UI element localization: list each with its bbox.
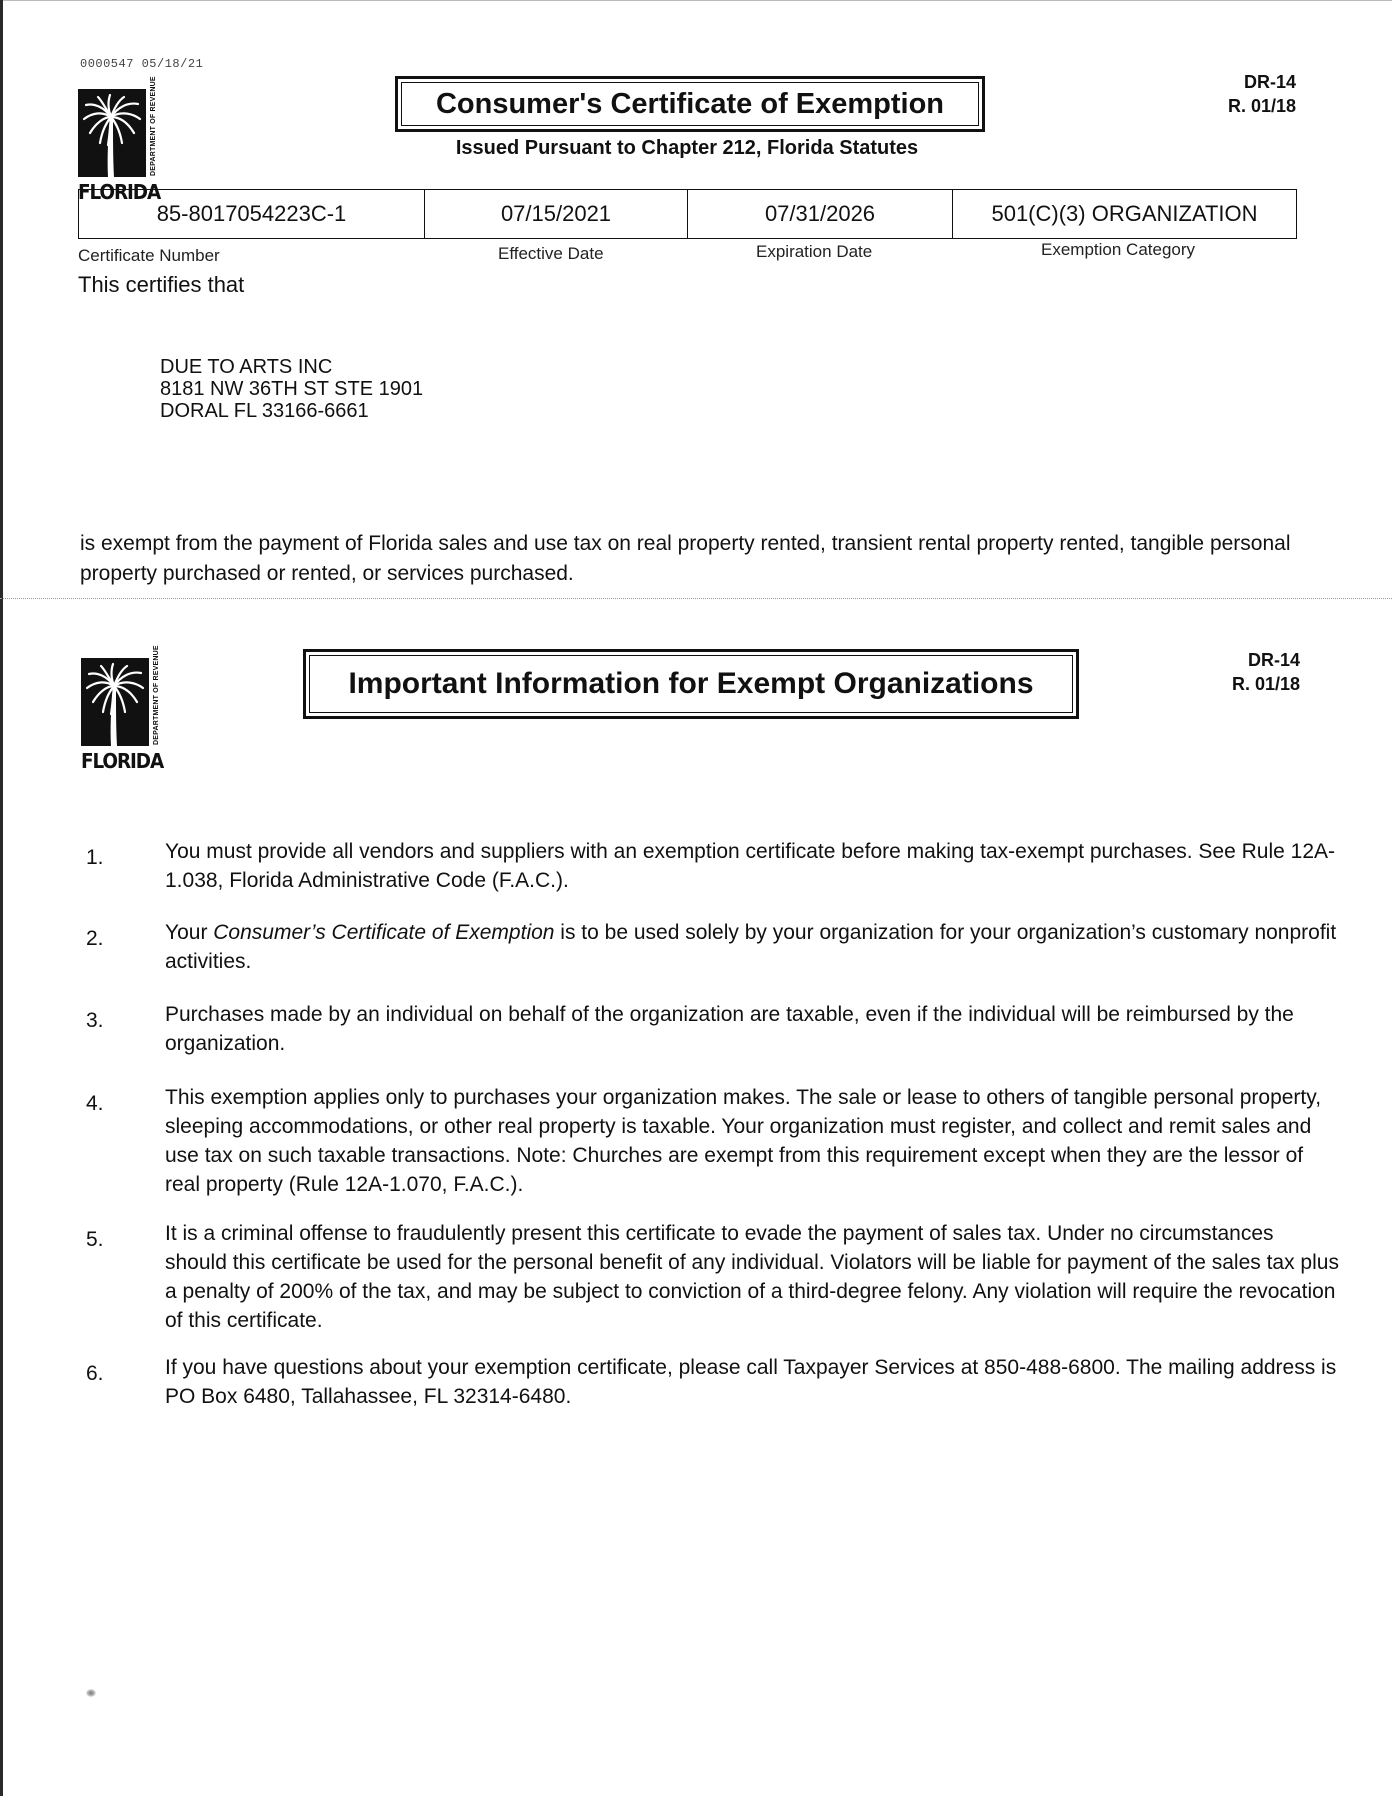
department-label: DEPARTMENT OF REVENUE xyxy=(150,76,157,176)
item-number: 4. xyxy=(86,1092,104,1115)
page-divider xyxy=(0,598,1392,599)
florida-dor-logo xyxy=(78,76,161,204)
item-number: 5. xyxy=(86,1228,104,1251)
exemption-category-label: Exemption Category xyxy=(1041,240,1196,259)
florida-dor-logo-2 xyxy=(81,645,164,773)
item-number: 3. xyxy=(86,1009,104,1032)
certificate-title: Consumer's Certificate of Exemption xyxy=(401,82,979,126)
certifies-text: This certifies that xyxy=(78,272,245,297)
certificate-number-label: Certificate Number xyxy=(78,246,220,265)
item-number: 2. xyxy=(86,927,104,950)
item-text: You must provide all vendors and suppliers with an exemption certificate before making tax-exempt purchases. See Rule 12A-1.038, Florida Administrative Code (F.A.C.). xyxy=(165,840,1336,892)
department-label: DEPARTMENT OF REVENUE xyxy=(153,645,160,745)
certificate-number-value: 85-8017054223C-1 xyxy=(79,190,425,238)
holder-name: DUE TO ARTS INC xyxy=(160,356,333,378)
form-revision: R. 01/18 xyxy=(1231,674,1300,694)
form-number: DR-14 xyxy=(1247,650,1300,670)
effective-date-value: 07/15/2021 xyxy=(425,190,688,238)
scan-artifact xyxy=(86,1689,96,1697)
holder-city-state-zip: DORAL FL 33166-6661 xyxy=(160,400,369,422)
scan-edge-top xyxy=(0,0,1392,1)
expiration-date-label: Expiration Date xyxy=(756,242,873,261)
holder-address xyxy=(160,356,423,422)
item-text: Your Consumer’s Certificate of Exemption is to be used solely by your organization for your organization’s customary nonprofit activities. xyxy=(165,921,1337,973)
scan-edge-left xyxy=(0,0,3,1796)
item-text: This exemption applies only to purchases your organization makes. The sale or lease to others of tangible personal property, sleeping accommodations, or other real property is taxable. Your organization must register, and collect and remit sales and use tax on such taxable transactions. Note: Churches are exempt from this requirement except when they are the lessor of real property (Rule 12A-1.070, F.A.C.). xyxy=(165,1086,1322,1196)
logo-state-name: FLORIDA xyxy=(81,749,164,773)
exemption-category-value: 501(C)(3) ORGANIZATION xyxy=(991,201,1258,226)
item-number: 1. xyxy=(86,846,104,869)
exemption-statement: is exempt from the payment of Florida sales and use tax on real property rented, transient rental property rented, tangible personal property purchased or rented, or services purchased. xyxy=(80,532,1291,585)
info-title-box xyxy=(303,649,1079,719)
info-title: Important Information for Exempt Organizations xyxy=(309,655,1073,713)
palm-tree-icon xyxy=(78,89,146,177)
form-id-block-2 xyxy=(1200,648,1300,696)
holder-street: 8181 NW 36TH ST STE 1901 xyxy=(160,378,424,400)
item-number: 6. xyxy=(86,1362,104,1385)
certificate-subtitle: Issued Pursuant to Chapter 212, Florida Statutes xyxy=(455,137,919,159)
print-stamp: 0000547 05/18/21 xyxy=(80,57,204,71)
logo-state-name: FLORIDA xyxy=(78,180,161,204)
certificate-title-box xyxy=(395,76,985,132)
expiration-date-value: 07/31/2026 xyxy=(688,190,953,238)
certificate-field-labels xyxy=(78,240,1297,266)
effective-date-label: Effective Date xyxy=(498,244,604,263)
form-revision: R. 01/18 xyxy=(1227,96,1296,116)
item-text: It is a criminal offense to fraudulently present this certificate to evade the payment of sales tax. Under no circumstances should this certificate be used for the personal benefit of any individual. Violators will be liable for payment of the sales tax plus a penalty of 200% of the tax, and may be subject to conviction of a third-degree felony. Any violation will require the revocation of this certificate. xyxy=(165,1222,1339,1332)
item-text: If you have questions about your exemption certificate, please call Taxpayer Services at 850-488-6800. The mailing address is PO Box 6480, Tallahassee, FL 32314-6480. xyxy=(165,1356,1337,1408)
palm-tree-icon xyxy=(81,658,149,746)
certificate-details-table xyxy=(78,189,1297,239)
form-number: DR-14 xyxy=(1243,72,1296,92)
form-id-block xyxy=(1196,70,1296,118)
item-text: Purchases made by an individual on behalf of the organization are taxable, even if the individual will be reimbursed by the organization. xyxy=(165,1003,1294,1055)
